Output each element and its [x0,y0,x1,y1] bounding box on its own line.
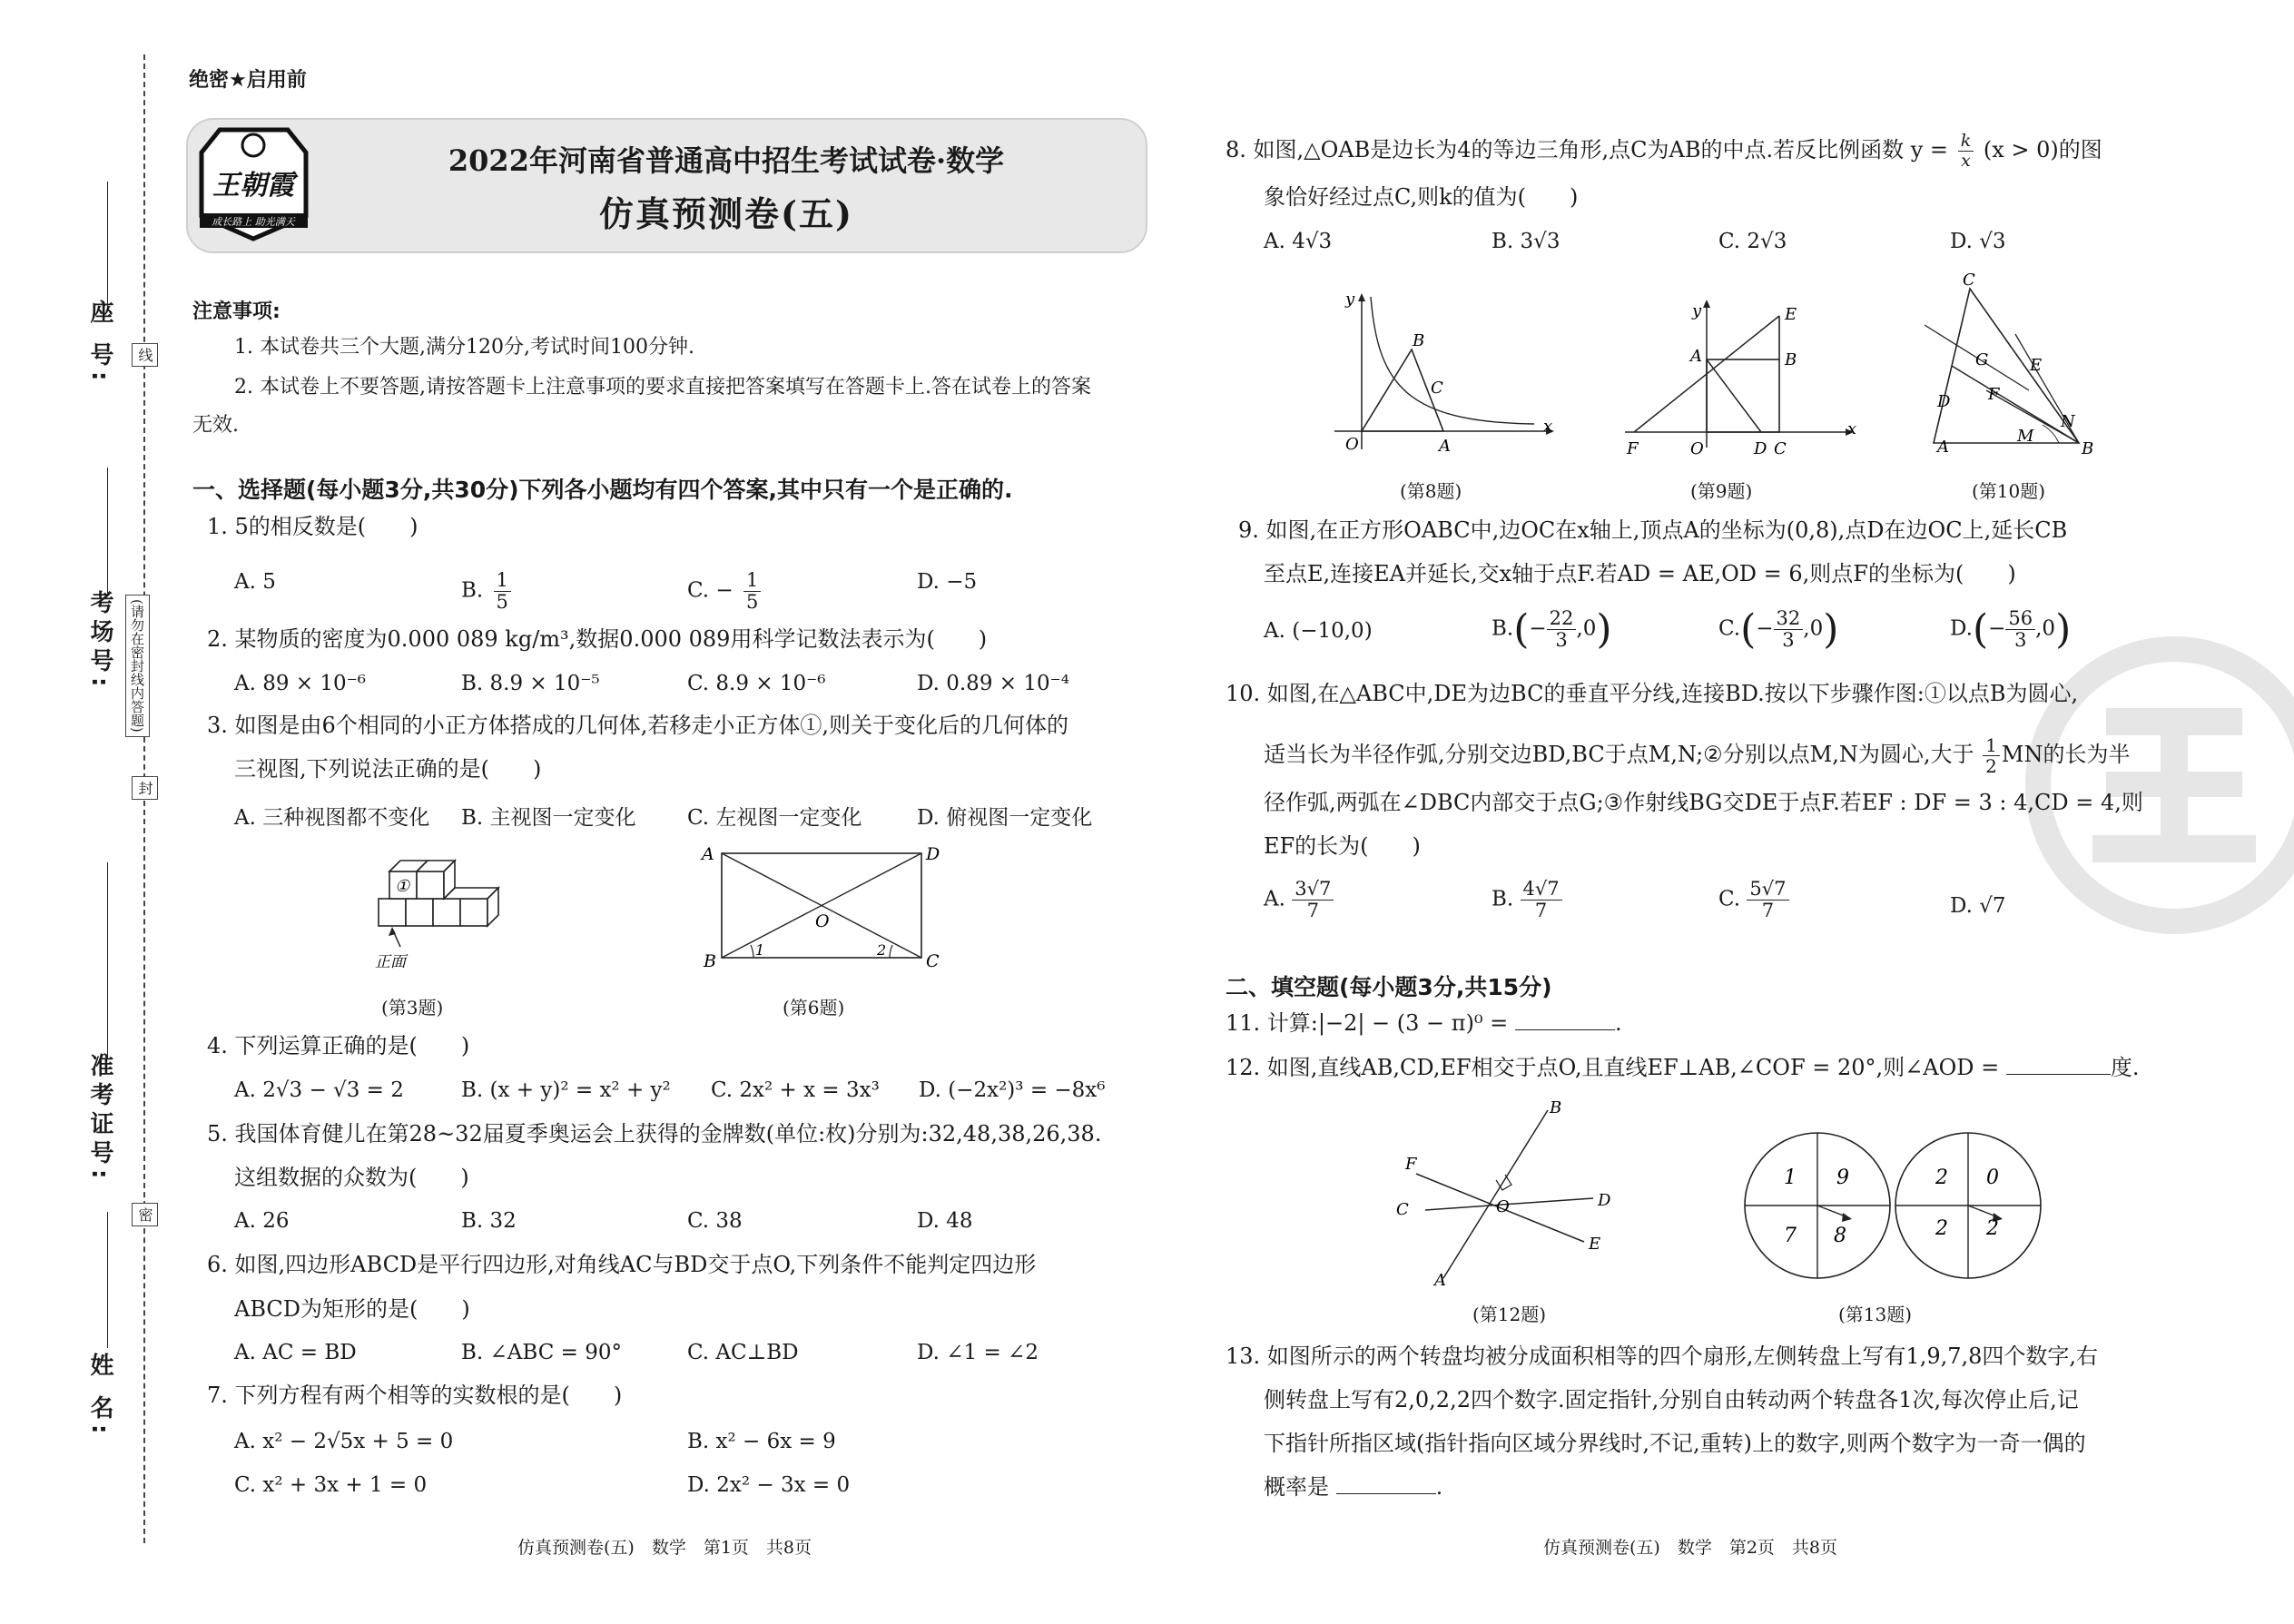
q9-label-e: E [1785,305,1797,324]
q6-label-b: B [704,951,716,971]
q13-right-sector-1: 2 [1935,1166,1948,1189]
q10-stem-line2: 适当长为半径作弧,分别交边BD,BC于点M,N;②分别以点M,N为圆心,大于 $\frac{1}{2}$ MN的长为半 [1264,734,2131,777]
q1-option-c[interactable]: C. − $\frac{1}{5}$ [687,570,761,613]
q10-label-d: D [1937,392,1951,411]
q8-label-y: y [1345,290,1355,309]
q12-caption: (第12题) [1472,1304,1547,1325]
q13-caption: (第13题) [1838,1304,1913,1325]
q12-label-c: C [1396,1200,1409,1219]
q12-figure [1389,1097,1616,1292]
q9-stem-line2: 至点E,连接EA并延长,交x轴于点F.若AD = AE,OD = 6,则点F的坐标为( ) [1264,561,2016,586]
q8-label-b: B [1413,331,1425,350]
q3-cube-one-label: ① [395,877,410,896]
q9-stem-line1: 9. 如图,在正方形OABC中,边OC在x轴上,顶点A的坐标为(0,8),点D在边OC上,延长CB [1238,517,2068,543]
exam-subtitle: 仿真预测卷(五) [599,193,853,234]
q10-option-c[interactable]: C. $\frac{5√7}{7}$ [1718,879,1789,921]
q8-caption: (第8题) [1400,480,1462,502]
q8-stem-line2: 象恰好经过点C,则k的值为( ) [1264,184,1579,210]
q7-option-b[interactable]: B. x² − 6x = 9 [687,1430,836,1453]
q10-figure [1915,271,2097,463]
q8-figure [1325,286,1561,458]
footer-right: 仿真预测卷(五) 数学 第2页 共8页 [1543,1538,1838,1558]
q4-option-b[interactable]: B. (x + y)² = x² + y² [461,1078,671,1102]
section-1-heading: 一、选择题(每小题3分,共30分)下列各小题均有四个答案,其中只有一个是正确的. [192,477,1013,503]
q13-right-spinner [1895,1133,2041,1278]
q8-label-x: x [1543,417,1553,436]
q10-label-m: M [2017,427,2034,446]
q9-option-c[interactable]: C.(− $\frac{32}{3}$ ,0) [1718,606,1839,653]
q3-stem-line2: 三视图,下列说法正确的是( ) [234,756,542,782]
q6-option-a[interactable]: A. AC = BD [234,1341,357,1364]
ticket-label: 准考证号: [86,1053,113,1185]
exam-title: 2022年河南省普通高中招生考试试卷·数学 [448,143,1005,178]
note-1: 1. 本试卷共三个大题,满分120分,考试时间100分钟. [234,336,694,359]
q12-label-f: F [1405,1155,1417,1174]
q10-label-f: F [1988,385,2000,404]
q3-option-a[interactable]: A. 三种视图都不变化 [234,806,430,830]
q13-right-sector-4: 2 [1986,1217,1999,1240]
q13-right-sector-2: 0 [1986,1166,1999,1189]
q13-spinners-figure [1743,1124,2043,1287]
q3-option-d[interactable]: D. 俯视图一定变化 [917,806,1093,830]
q9-label-x: x [1847,419,1857,438]
q3-front-label: 正面 [375,953,406,971]
room-blank[interactable] [107,468,108,595]
seal-mark-secret: 密 [132,1203,158,1226]
q6-stem-line2: ABCD为矩形的是( ) [234,1296,470,1322]
q9-label-b: B [1785,350,1797,369]
q3-stem-line1: 3. 如图是由6个相同的小正方体搭成的几何体,若移走小正方体①,则关于变化后的几何体的 [207,713,1069,738]
section-2-heading: 二、填空题(每小题3分,共15分) [1226,974,1552,1000]
footer-left: 仿真预测卷(五) 数学 第1页 共8页 [517,1538,812,1558]
q13-stem-line4: 概率是 . [1264,1474,1443,1500]
ticket-blank[interactable] [107,862,108,1058]
q4-option-a[interactable]: A. 2√3 − √3 = 2 [234,1078,404,1102]
q5-option-b[interactable]: B. 32 [461,1209,517,1233]
q10-option-a[interactable]: A. $\frac{3√7}{7}$ [1264,879,1334,921]
q1-option-b[interactable]: B. $\frac{1}{5}$ [461,570,511,613]
q6-label-d: D [926,844,940,864]
q7-option-a[interactable]: A. x² − 2√5x + 5 = 0 [234,1430,454,1453]
q8-option-b[interactable]: B. 3√3 [1492,230,1561,253]
q12-label-d: D [1598,1191,1611,1210]
q3-option-c[interactable]: C. 左视图一定变化 [687,806,862,830]
q2-option-b[interactable]: B. 8.9 × 10⁻⁵ [461,672,600,695]
q6-option-d[interactable]: D. ∠1 = ∠2 [917,1341,1039,1364]
q9-label-y: y [1692,301,1702,320]
q11-answer-blank[interactable] [1515,1029,1615,1030]
q1-option-d[interactable]: D. −5 [917,570,978,594]
confidential-label: 绝密★启用前 [189,69,307,92]
notes-title: 注意事项: [192,300,281,323]
q8-label-c: C [1431,379,1443,398]
q5-option-d[interactable]: D. 48 [917,1209,973,1233]
q9-label-d: D [1754,439,1767,458]
seat-blank[interactable] [107,182,108,309]
q5-stem-line1: 5. 我国体育健儿在第28~32届夏季奥运会上获得的金牌数(单位:枚)分别为:32,48,38,26,38. [207,1121,1102,1147]
q5-option-a[interactable]: A. 26 [234,1209,290,1233]
q12-label-a: A [1434,1271,1446,1290]
q6-option-b[interactable]: B. ∠ABC = 90° [461,1341,622,1364]
q10-label-a: A [1937,438,1949,457]
q10-label-n: N [2061,412,2075,431]
q10-stem-line1: 10. 如图,在△ABC中,DE为边BC的垂直平分线,连接BD.按以下步骤作图:①以点B为圆心, [1226,681,2079,706]
seal-mark-line: 线 [132,343,158,367]
q10-stem-line3: 径作弧,两弧在∠DBC内部交于点G;③作射线BG交DE于点F.若EF : DF = 3 : 4,CD = 4,则 [1264,790,2143,815]
q6-angle-1: 1 [755,941,765,959]
q2-option-d[interactable]: D. 0.89 × 10⁻⁴ [917,672,1069,695]
q10-label-c: C [1963,271,1975,290]
q11-stem: 11. 计算:|−2| − (3 − π)⁰ = . [1226,1010,1622,1036]
q10-caption: (第10题) [1972,480,2046,502]
q6-label-c: C [926,951,940,971]
q7-option-c[interactable]: C. x² + 3x + 1 = 0 [234,1473,428,1497]
q8-stem-line1: 8. 如图,△OAB是边长为4的等边三角形,点C为AB的中点.若反比例函数 y = $\frac{k}{x}$ (x > 0)的图 [1226,131,2102,171]
q9-caption: (第9题) [1690,480,1753,502]
q2-stem: 2. 某物质的密度为0.000 089 kg/m³,数据0.000 089用科学记数法表示为( ) [207,626,988,652]
q13-left-spinner [1745,1133,1890,1278]
q13-right-sector-3: 2 [1935,1217,1948,1240]
q13-left-sector-4: 8 [1834,1225,1846,1247]
q12-answer-blank[interactable] [2006,1074,2111,1075]
q12-stem: 12. 如图,直线AB,CD,EF相交于点O,且直线EF⊥AB,∠COF = 20°,则∠AOD = 度. [1226,1055,2140,1080]
q1-option-a[interactable]: A. 5 [234,570,276,594]
q8-option-d[interactable]: D. √3 [1950,230,2006,253]
q6-rectangle-figure [699,840,944,976]
q1-stem: 1. 5的相反数是( ) [207,514,418,539]
q13-left-sector-1: 1 [1784,1166,1797,1189]
logo-tagline: 成长路上 助光满天 [212,216,295,228]
q13-stem-line3: 下指针所指区域(指针指向区域分界线时,不记,重转)上的数字,则两个数字为一奇一偶的 [1264,1431,2086,1456]
q9-label-f: F [1627,439,1639,458]
q7-option-d[interactable]: D. 2x² − 3x = 0 [687,1473,851,1497]
q8-option-c[interactable]: C. 2√3 [1718,230,1787,253]
q3-option-b[interactable]: B. 主视图一定变化 [461,806,636,830]
q3-caption: (第3题) [381,997,444,1019]
q13-left-sector-2: 9 [1836,1166,1849,1189]
q9-label-c: C [1774,439,1787,458]
q6-label-o: O [815,911,830,931]
brand-logo [192,107,315,243]
q2-option-c[interactable]: C. 8.9 × 10⁻⁶ [687,672,826,695]
q6-angle-2: 2 [877,941,887,959]
q13-stem-line2: 侧转盘上写有2,0,2,2四个数字.固定指针,分别自由转动两个转盘各1次,每次停止后,记 [1264,1387,2079,1412]
q10-stem-line4: EF的长为( ) [1264,833,1421,859]
q9-option-b[interactable]: B.(− $\frac{22}{3}$ ,0) [1492,606,1612,653]
q6-caption: (第6题) [783,997,845,1019]
q12-label-o: O [1496,1197,1510,1216]
q13-answer-blank[interactable] [1336,1493,1436,1494]
q10-label-e: E [2030,356,2043,375]
q10-label-g: G [1975,350,1989,369]
q4-option-c[interactable]: C. 2x² + x = 3x³ [711,1078,880,1102]
q8-label-a: A [1439,437,1451,456]
q8-option-a[interactable]: A. 4√3 [1264,230,1333,253]
logo-brand-text: 王朝霞 [212,170,294,202]
note-2: 2. 本试卷上不要答题,请按答题卡上注意事项的要求直接把答案填写在答题卡上.答在试卷上的答案 [234,376,1091,399]
room-label: 考场号: [86,590,113,693]
note-3: 无效. [192,414,239,437]
q9-option-a[interactable]: A. (−10,0) [1264,619,1373,643]
q12-label-e: E [1589,1235,1601,1254]
seal-mark-seal: 封 [132,776,158,800]
q13-left-sector-3: 7 [1784,1225,1797,1247]
q9-label-a: A [1690,347,1702,366]
q13-stem-line1: 13. 如图所示的两个转盘均被分成面积相等的四个扇形,左侧转盘上写有1,9,7,8四个数字,右 [1226,1343,2099,1369]
q4-stem: 4. 下列运算正确的是( ) [207,1033,470,1058]
seat-label: 座 号: [86,300,113,387]
name-blank[interactable] [107,1212,108,1348]
q8-label-o: O [1345,435,1359,454]
q5-stem-line2: 这组数据的众数为( ) [234,1165,469,1190]
name-label: 姓 名: [86,1353,113,1440]
q12-label-b: B [1550,1098,1562,1117]
seal-warning: (请勿在密封线内答题) [125,595,150,737]
q4-option-d[interactable]: D. (−2x²)³ = −8x⁶ [919,1078,1106,1102]
q9-figure [1616,289,1861,461]
q9-label-o: O [1690,439,1704,458]
svg-text:A: A [702,844,714,864]
q6-stem-line1: 6. 如图,四边形ABCD是平行四边形,对角线AC与BD交于点O,下列条件不能判定四边形 [207,1252,1037,1277]
q7-stem: 7. 下列方程有两个相等的实数根的是( ) [207,1383,623,1408]
q10-option-d[interactable]: D. √7 [1950,894,2006,918]
q3-cube-figure [368,840,504,971]
q6-option-c[interactable]: C. AC⊥BD [687,1341,799,1364]
q10-option-b[interactable]: B. $\frac{4√7}{7}$ [1492,879,1562,921]
q2-option-a[interactable]: A. 89 × 10⁻⁶ [234,672,367,695]
q10-label-b: B [2082,439,2094,458]
q9-option-d[interactable]: D.(− $\frac{56}{3}$ ,0) [1950,606,2072,653]
q5-option-c[interactable]: C. 38 [687,1209,743,1233]
